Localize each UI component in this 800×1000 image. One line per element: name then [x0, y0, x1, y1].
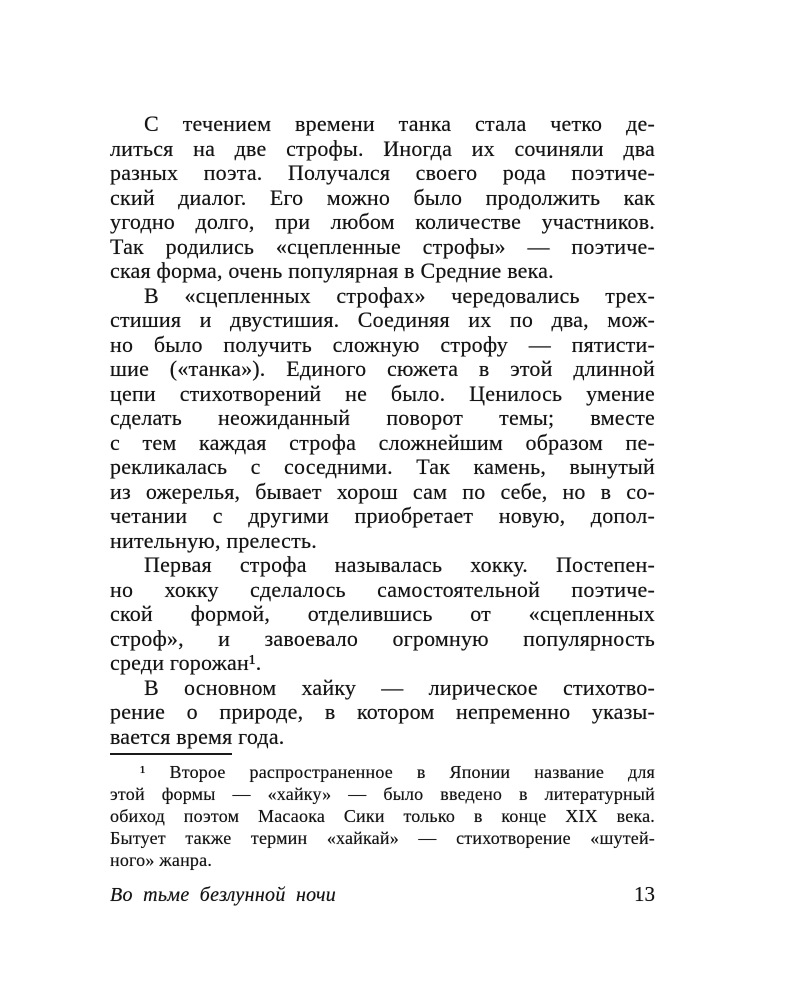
- body-text: [110, 112, 655, 749]
- paragraph: [110, 676, 655, 750]
- text-line: но было получить сложную строфу — пятисти-: [110, 331, 655, 357]
- text-line: строф», и завоевало огромную популярность: [110, 625, 655, 651]
- footnote: [110, 761, 655, 871]
- text-line: ской формой, отделившись от «сцепленных: [110, 601, 655, 626]
- page-number: 13: [634, 882, 655, 906]
- footnote-line: ного» жанра.: [110, 850, 213, 870]
- text-line: среди горожан¹.: [110, 650, 262, 675]
- running-title: Во тьме безлунной ночи: [110, 884, 337, 906]
- text-line: разных поэта. Получался своего рода поэтиче-: [110, 160, 655, 185]
- text-line: Первая строфа называлась хокку. Постепен-: [144, 552, 655, 577]
- text-line: шие («танка»). Единого сюжета в этой длинной: [110, 356, 655, 381]
- text-line: из ожерелья, бывает хорош сам по себе, но в со-: [110, 478, 655, 504]
- footnote-rule: [110, 753, 232, 755]
- text-line: но хокку сделалось самостоятельной поэтиче-: [110, 576, 655, 602]
- text-line: В «сцепленных строфах» чередовались трех-: [144, 282, 655, 308]
- text-line: цепи стихотворений не было. Ценилось умение: [110, 380, 655, 406]
- text-line: вается время года.: [110, 723, 285, 749]
- text-line: С течением времени танка стала четко де-: [144, 111, 655, 136]
- paragraph: [110, 284, 655, 554]
- page-footer: [110, 882, 655, 907]
- text-line: с тем каждая строфа сложнейшим образом пе-: [110, 429, 655, 455]
- text-line: Так родились «сцепленные строфы» — поэтиче-: [110, 233, 655, 259]
- text-line: ская форма, очень популярная в Средние века.: [110, 258, 554, 283]
- text-line: стишия и двустишия. Соединяя их по два, мож-: [110, 307, 655, 332]
- text-line: рекликалась с соседними. Так камень, вынутый: [110, 454, 655, 479]
- paragraph: [110, 553, 655, 676]
- text-line: нительную, прелесть.: [110, 527, 317, 553]
- footnote-line: Бытует также термин «хайкай» — стихотворение «шутей-: [110, 828, 655, 848]
- footnote-line: ¹ Второе распространенное в Японии название для: [140, 762, 655, 782]
- footnote-line: этой формы — «хайку» — было введено в литературный: [110, 784, 655, 804]
- paragraph: [110, 112, 655, 284]
- text-block: [110, 112, 655, 871]
- text-line: угодно долго, при любом количестве участников.: [110, 209, 655, 234]
- text-line: В основном хайку — лирическое стихотво-: [144, 674, 655, 700]
- text-line: литься на две строфы. Иногда их сочиняли два: [110, 135, 655, 161]
- text-line: рение о природе, в котором непременно указы-: [110, 699, 655, 724]
- text-line: сделать неожиданный поворот темы; вместе: [110, 405, 655, 430]
- footnote-line: обиход поэтом Масаока Сики только в конце XIX века.: [110, 806, 655, 826]
- text-line: четании с другими приобретает новую, допол-: [110, 503, 655, 528]
- text-line: ский диалог. Его можно было продолжить как: [110, 184, 655, 210]
